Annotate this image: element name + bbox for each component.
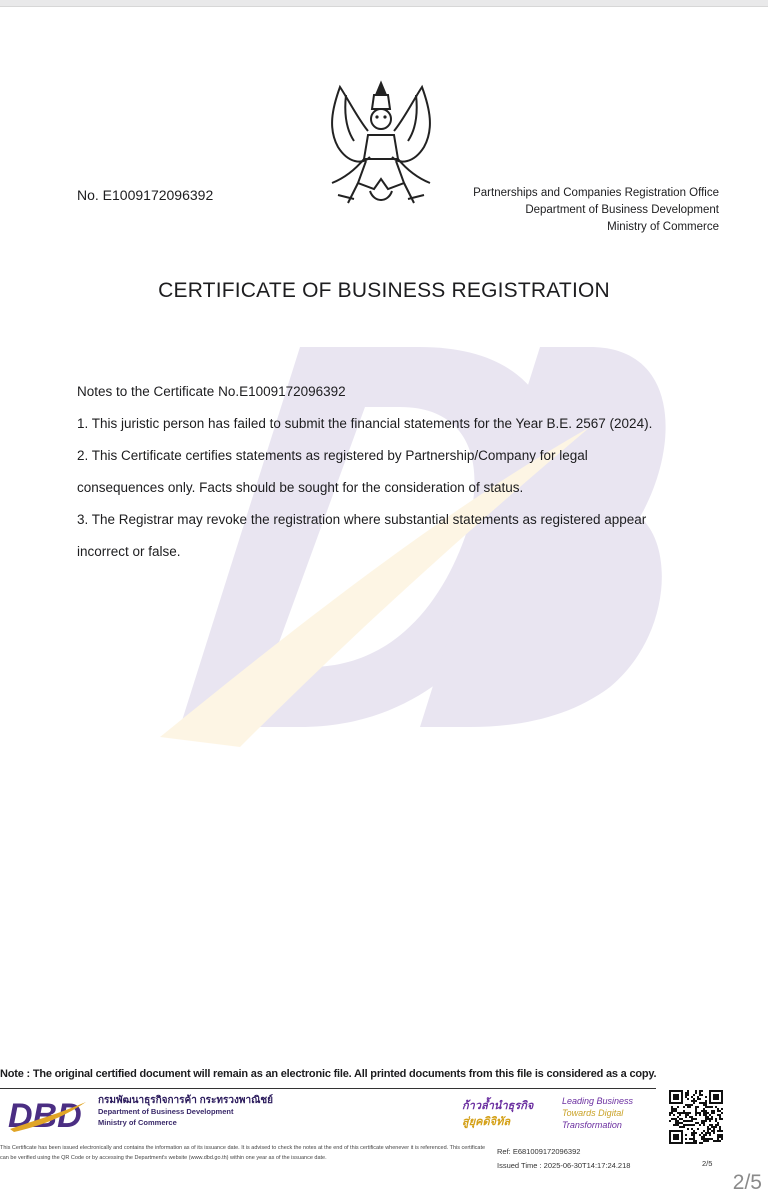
department-block [98,1095,273,1128]
note-3-line-2: incorrect or false. [77,544,181,559]
department-english-name: Department of Business Development [98,1107,234,1116]
garuda-seal-emblem [318,79,444,215]
office-line-3: Ministry of Commerce [607,221,719,233]
copy-notice: Note : The original certified document will remain as an electronic file. All printed documents from this file is considered as a copy. [0,1068,657,1080]
thai-slogan [462,1098,533,1130]
certificate-notes [77,376,717,568]
qr-code[interactable] [669,1090,723,1144]
issued-time: Issued Time : 2025-06-30T14:17:24.218 [497,1161,631,1170]
footer-divider [0,1088,656,1089]
reference-block [497,1145,630,1173]
office-line-2: Department of Business Development [525,204,719,216]
certificate-number: No. E1009172096392 [77,187,214,203]
office-line-1: Partnerships and Companies Registration Office [473,187,719,199]
issuing-office [473,185,719,236]
electronic-issuance-disclaimer: This Certificate has been issued electronically and contains the information as of its issuance date. It is advised to check the notes at the end of this certificate whenever it is referenced. This certificate can be verified using the QR Code or by accessing the Department's website (www.dbd.go.th) within one year as of the issuance date. [0,1145,486,1161]
english-slogan-line-3: Transformation [562,1120,622,1130]
note-3-line-1: 3. The Registrar may revoke the registration where substantial statements as registered appear [77,512,647,527]
department-thai-name: กรมพัฒนาธุรกิจการค้า กระทรวงพาณิชย์ [98,1095,273,1106]
notes-heading: Notes to the Certificate No.E1009172096392 [77,384,346,399]
note-2-line-1: 2. This Certificate certifies statements as registered by Partnership/Company for legal [77,448,588,463]
thai-slogan-line-2: สู่ยุคดิจิทัล [462,1116,511,1128]
note-1: 1. This juristic person has failed to submit the financial statements for the Year B.E. 2567 (2024). [77,416,653,431]
dbd-logo [6,1096,90,1132]
document-page [0,6,768,1200]
reference-number: Ref: E681009172096392 [497,1147,581,1156]
ministry-english-name: Ministry of Commerce [98,1118,177,1127]
certificate-title: CERTIFICATE OF BUSINESS REGISTRATION [158,279,610,303]
viewer-page-indicator: 2/5 [732,1171,762,1194]
english-slogan-line-2: Towards Digital [562,1108,624,1118]
dbd-logo-text: DBD [8,1097,82,1132]
english-slogan-line-1: Leading Business [562,1096,634,1106]
thai-slogan-line-1: ก้าวล้ำนำธุรกิจ [462,1100,534,1112]
note-2-line-2: consequences only. Facts should be sought for the consideration of status. [77,480,524,495]
english-slogan [562,1095,633,1131]
document-page-number: 2/5 [702,1159,713,1168]
